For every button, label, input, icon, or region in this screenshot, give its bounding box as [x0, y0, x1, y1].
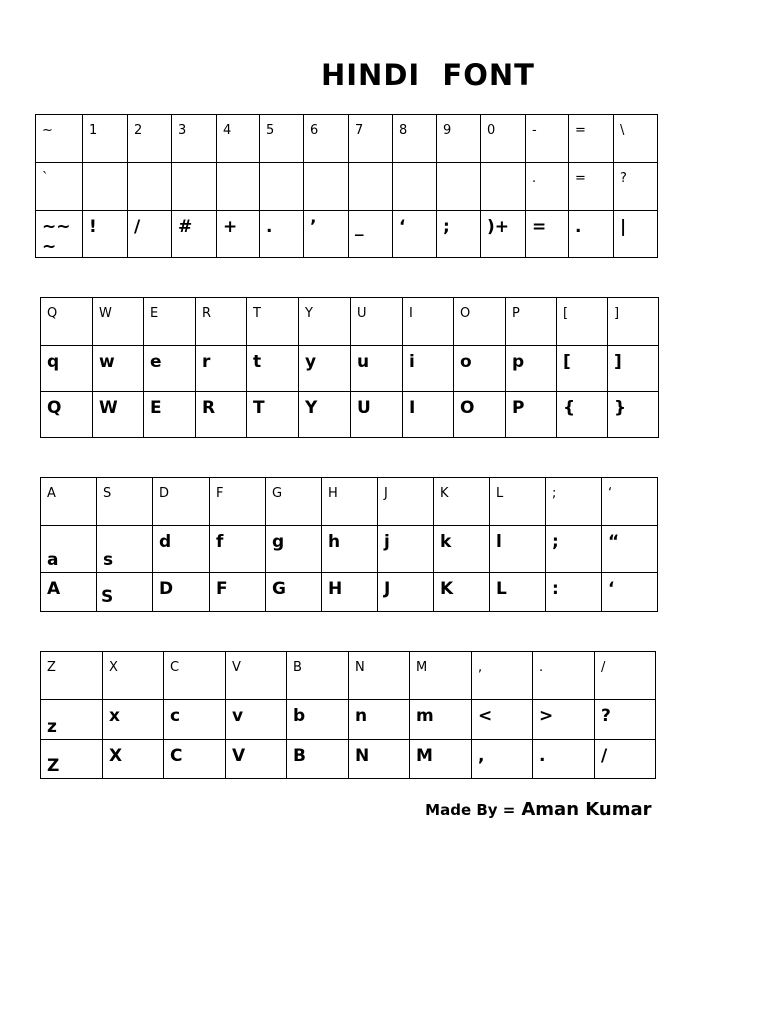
table-cell	[210, 573, 266, 612]
cell-label: P	[512, 306, 520, 321]
table-cell	[83, 115, 128, 163]
cell-label: A	[47, 579, 61, 599]
table-cell	[164, 652, 226, 700]
cell-label: ,	[478, 746, 485, 766]
table-cell	[266, 526, 322, 573]
cell-label: }	[614, 398, 627, 418]
cell-label: :	[552, 579, 559, 599]
cell-label: U	[357, 398, 371, 418]
cell-label: W	[99, 306, 112, 321]
table-row	[41, 298, 659, 346]
table-cell	[196, 346, 247, 392]
cell-label: E	[150, 398, 162, 418]
table-cell	[349, 211, 393, 258]
table-cell	[217, 211, 260, 258]
cell-label: H	[328, 486, 338, 501]
cell-label: x	[109, 706, 120, 726]
table-cell	[378, 573, 434, 612]
cell-label: “	[608, 532, 620, 552]
qwerty-row-table	[40, 297, 659, 438]
table-cell	[546, 573, 602, 612]
table-cell	[128, 115, 172, 163]
table-cell	[472, 652, 533, 700]
table-cell	[210, 526, 266, 573]
cell-label: e	[150, 352, 162, 372]
table-cell	[260, 115, 304, 163]
table-cell	[351, 346, 403, 392]
cell-label: S	[101, 587, 114, 607]
cell-label: D	[159, 579, 174, 599]
table-cell	[569, 163, 614, 211]
cell-label: I	[409, 306, 413, 321]
cell-label: C	[170, 660, 180, 675]
cell-label: ~~ ~	[42, 217, 71, 257]
table-cell	[41, 700, 103, 740]
table-cell	[506, 298, 557, 346]
table-cell	[569, 211, 614, 258]
table-cell	[351, 392, 403, 438]
table-cell	[595, 700, 656, 740]
cell-label: X	[109, 660, 118, 675]
cell-label: 6	[310, 123, 319, 138]
table-cell	[557, 346, 608, 392]
table-cell	[569, 115, 614, 163]
table-cell	[304, 163, 349, 211]
table-cell	[36, 163, 83, 211]
table-cell	[349, 700, 410, 740]
table-cell	[322, 478, 378, 526]
table-cell	[287, 652, 349, 700]
table-row	[41, 392, 659, 438]
cell-label: X	[109, 746, 123, 766]
cell-label: y	[305, 352, 317, 372]
table-cell	[614, 211, 658, 258]
table-cell	[526, 115, 569, 163]
cell-label: b	[293, 706, 306, 726]
cell-label: N	[355, 660, 365, 675]
table-cell	[472, 740, 533, 779]
table-cell	[83, 211, 128, 258]
cell-label: /	[601, 746, 608, 766]
table-cell	[378, 526, 434, 573]
table-cell	[144, 298, 196, 346]
table-cell	[144, 346, 196, 392]
table-cell	[533, 652, 595, 700]
table-cell	[595, 740, 656, 779]
table-cell	[614, 163, 658, 211]
table-cell	[41, 478, 97, 526]
cell-label: I	[409, 398, 416, 418]
cell-label: ?	[620, 171, 627, 186]
cell-label: 2	[134, 123, 143, 138]
cell-label: D	[159, 486, 170, 501]
cell-label: ,	[478, 660, 483, 675]
table-cell	[481, 115, 526, 163]
cell-label: /	[134, 217, 141, 237]
cell-label: [	[563, 306, 569, 321]
table-row	[41, 526, 658, 573]
table-cell	[393, 211, 437, 258]
cell-label: c	[170, 706, 181, 726]
cell-label: =	[575, 171, 586, 186]
page-title: HINDI FONT	[321, 58, 535, 92]
cell-label: w	[99, 352, 115, 372]
author-name: Aman Kumar	[521, 799, 652, 820]
table-cell	[36, 115, 83, 163]
cell-label: ]	[614, 306, 620, 321]
table-cell	[144, 392, 196, 438]
table-cell	[287, 700, 349, 740]
number-row-table	[35, 114, 658, 258]
table-cell	[437, 163, 481, 211]
table-cell	[403, 298, 454, 346]
table-cell	[349, 163, 393, 211]
table-row	[36, 115, 658, 163]
table-cell	[378, 478, 434, 526]
table-cell	[393, 163, 437, 211]
table-cell	[41, 392, 93, 438]
table-cell	[299, 298, 351, 346]
cell-label: 4	[223, 123, 232, 138]
cell-label: k	[440, 532, 452, 552]
asdf-row-table	[40, 477, 658, 612]
table-cell	[533, 740, 595, 779]
cell-label: d	[159, 532, 172, 552]
table-cell	[608, 298, 659, 346]
cell-label: `	[42, 171, 49, 186]
cell-label: C	[170, 746, 183, 766]
table-cell	[546, 526, 602, 573]
cell-label: F	[216, 486, 224, 501]
table-cell	[533, 700, 595, 740]
credit-line	[415, 780, 652, 820]
table-cell	[172, 163, 217, 211]
table-cell	[349, 740, 410, 779]
table-row	[41, 700, 656, 740]
cell-label: /	[601, 660, 606, 675]
table-cell	[97, 526, 153, 573]
table-cell	[41, 740, 103, 779]
table-cell	[506, 346, 557, 392]
table-cell	[546, 478, 602, 526]
table-cell	[434, 478, 490, 526]
cell-label: M	[416, 746, 433, 766]
cell-label: v	[232, 706, 244, 726]
table-cell	[128, 163, 172, 211]
cell-label: ?	[601, 706, 611, 726]
cell-label: V	[232, 746, 246, 766]
cell-label: ‘	[399, 217, 406, 237]
cell-label: N	[355, 746, 370, 766]
cell-label: #	[178, 217, 193, 237]
table-cell	[260, 163, 304, 211]
cell-label: ;	[443, 217, 450, 237]
table-cell	[410, 652, 472, 700]
table-cell	[434, 526, 490, 573]
table-row	[36, 211, 658, 258]
cell-label: U	[357, 306, 367, 321]
table-cell	[437, 211, 481, 258]
table-cell	[260, 211, 304, 258]
cell-label: <	[478, 706, 493, 726]
cell-label: 9	[443, 123, 452, 138]
cell-label: Q	[47, 398, 62, 418]
cell-label: m	[416, 706, 434, 726]
table-row	[41, 652, 656, 700]
table-cell	[93, 392, 144, 438]
cell-label: t	[253, 352, 262, 372]
table-cell	[349, 652, 410, 700]
cell-label: .	[539, 746, 546, 766]
cell-label: z	[47, 717, 57, 737]
table-cell	[454, 392, 506, 438]
cell-label: =	[532, 217, 547, 237]
cell-label: B	[293, 660, 302, 675]
cell-label: -	[532, 123, 537, 138]
table-cell	[403, 392, 454, 438]
table-cell	[608, 346, 659, 392]
table-cell	[393, 115, 437, 163]
table-cell	[164, 700, 226, 740]
table-cell	[226, 700, 287, 740]
table-cell	[526, 163, 569, 211]
table-cell	[602, 573, 658, 612]
cell-label: Z	[47, 756, 60, 776]
cell-label: ]	[614, 352, 622, 372]
table-cell	[41, 573, 97, 612]
table-cell	[196, 298, 247, 346]
cell-label: n	[355, 706, 368, 726]
cell-label: V	[232, 660, 241, 675]
cell-label: L	[496, 579, 507, 599]
cell-label: h	[328, 532, 341, 552]
cell-label: Q	[47, 306, 58, 321]
table-cell	[172, 115, 217, 163]
table-cell	[437, 115, 481, 163]
cell-label: )+	[487, 217, 510, 237]
cell-label: 5	[266, 123, 275, 138]
cell-label: 0	[487, 123, 496, 138]
table-cell	[41, 652, 103, 700]
cell-label: ;	[552, 486, 557, 501]
cell-label: S	[103, 486, 112, 501]
table-cell	[595, 652, 656, 700]
table-cell	[217, 163, 260, 211]
table-cell	[614, 115, 658, 163]
table-cell	[299, 346, 351, 392]
table-cell	[526, 211, 569, 258]
table-cell	[304, 115, 349, 163]
table-cell	[322, 573, 378, 612]
cell-label: ’	[310, 217, 317, 237]
cell-label: s	[103, 550, 114, 570]
cell-label: !	[89, 217, 97, 237]
table-row	[41, 573, 658, 612]
cell-label: i	[409, 352, 415, 372]
zxcv-row-table	[40, 651, 656, 779]
cell-label: 3	[178, 123, 187, 138]
cell-label: [	[563, 352, 571, 372]
table-cell	[247, 298, 299, 346]
table-cell	[608, 392, 659, 438]
table-cell	[103, 740, 164, 779]
table-row	[41, 478, 658, 526]
cell-label: 1	[89, 123, 98, 138]
cell-label: +	[223, 217, 238, 237]
cell-label: P	[512, 398, 525, 418]
table-cell	[287, 740, 349, 779]
cell-label: G	[272, 579, 286, 599]
cell-label: .	[266, 217, 273, 237]
credit-label: Made By =	[425, 801, 516, 819]
table-cell	[410, 700, 472, 740]
cell-label: |	[620, 217, 627, 237]
table-cell	[349, 115, 393, 163]
table-cell	[196, 392, 247, 438]
cell-label: j	[384, 532, 390, 552]
cell-label: r	[202, 352, 211, 372]
cell-label: M	[416, 660, 428, 675]
cell-label: L	[496, 486, 504, 501]
table-cell	[226, 652, 287, 700]
cell-label: =	[575, 123, 586, 138]
cell-label: G	[272, 486, 283, 501]
cell-label: T	[253, 306, 261, 321]
cell-label: Y	[305, 306, 313, 321]
table-cell	[210, 478, 266, 526]
table-cell	[247, 392, 299, 438]
table-cell	[454, 346, 506, 392]
table-row	[36, 163, 658, 211]
table-cell	[481, 211, 526, 258]
table-cell	[266, 478, 322, 526]
table-cell	[103, 700, 164, 740]
cell-label: \	[620, 123, 625, 138]
table-cell	[557, 298, 608, 346]
table-cell	[351, 298, 403, 346]
cell-label: .	[575, 217, 582, 237]
cell-label: a	[47, 550, 59, 570]
table-row	[41, 740, 656, 779]
cell-label: ‘	[608, 579, 615, 599]
cell-label: u	[357, 352, 370, 372]
cell-label: l	[496, 532, 502, 552]
table-cell	[226, 740, 287, 779]
table-cell	[434, 573, 490, 612]
cell-label: F	[216, 579, 228, 599]
table-cell	[481, 163, 526, 211]
cell-label: g	[272, 532, 285, 552]
table-cell	[36, 211, 83, 258]
table-cell	[506, 392, 557, 438]
table-cell	[602, 526, 658, 573]
cell-label: .	[539, 660, 544, 675]
cell-label: O	[460, 398, 475, 418]
cell-label: o	[460, 352, 472, 372]
cell-label: .	[532, 171, 537, 186]
cell-label: H	[328, 579, 343, 599]
table-cell	[97, 478, 153, 526]
cell-label: 7	[355, 123, 364, 138]
cell-label: K	[440, 486, 449, 501]
cell-label: B	[293, 746, 306, 766]
cell-label: J	[384, 579, 391, 599]
table-cell	[83, 163, 128, 211]
cell-label: A	[47, 486, 56, 501]
table-cell	[247, 346, 299, 392]
cell-label: q	[47, 352, 60, 372]
cell-label: O	[460, 306, 471, 321]
table-cell	[164, 740, 226, 779]
cell-label: ‘	[608, 486, 613, 501]
cell-label: W	[99, 398, 118, 418]
table-cell	[128, 211, 172, 258]
table-cell	[403, 346, 454, 392]
table-cell	[490, 526, 546, 573]
table-cell	[172, 211, 217, 258]
cell-label: T	[253, 398, 265, 418]
table-cell	[304, 211, 349, 258]
cell-label: >	[539, 706, 554, 726]
table-cell	[322, 526, 378, 573]
table-cell	[41, 526, 97, 573]
table-cell	[97, 573, 153, 612]
table-cell	[41, 298, 93, 346]
cell-label: Z	[47, 660, 56, 675]
cell-label: R	[202, 398, 216, 418]
table-cell	[472, 700, 533, 740]
cell-label: {	[563, 398, 576, 418]
table-cell	[41, 346, 93, 392]
cell-label: _	[355, 217, 364, 237]
table-cell	[490, 573, 546, 612]
cell-label: R	[202, 306, 212, 321]
table-cell	[266, 573, 322, 612]
cell-label: Y	[305, 398, 318, 418]
table-cell	[299, 392, 351, 438]
table-cell	[93, 298, 144, 346]
cell-label: 8	[399, 123, 408, 138]
table-cell	[454, 298, 506, 346]
table-cell	[103, 652, 164, 700]
cell-label: K	[440, 579, 454, 599]
cell-label: ~	[42, 123, 53, 138]
table-cell	[153, 478, 210, 526]
table-row	[41, 346, 659, 392]
cell-label: f	[216, 532, 224, 552]
cell-label: J	[384, 486, 388, 501]
table-cell	[602, 478, 658, 526]
cell-label: E	[150, 306, 159, 321]
table-cell	[557, 392, 608, 438]
cell-label: p	[512, 352, 525, 372]
table-cell	[93, 346, 144, 392]
table-cell	[153, 573, 210, 612]
cell-label: ;	[552, 532, 559, 552]
table-cell	[217, 115, 260, 163]
table-cell	[153, 526, 210, 573]
table-cell	[410, 740, 472, 779]
table-cell	[490, 478, 546, 526]
